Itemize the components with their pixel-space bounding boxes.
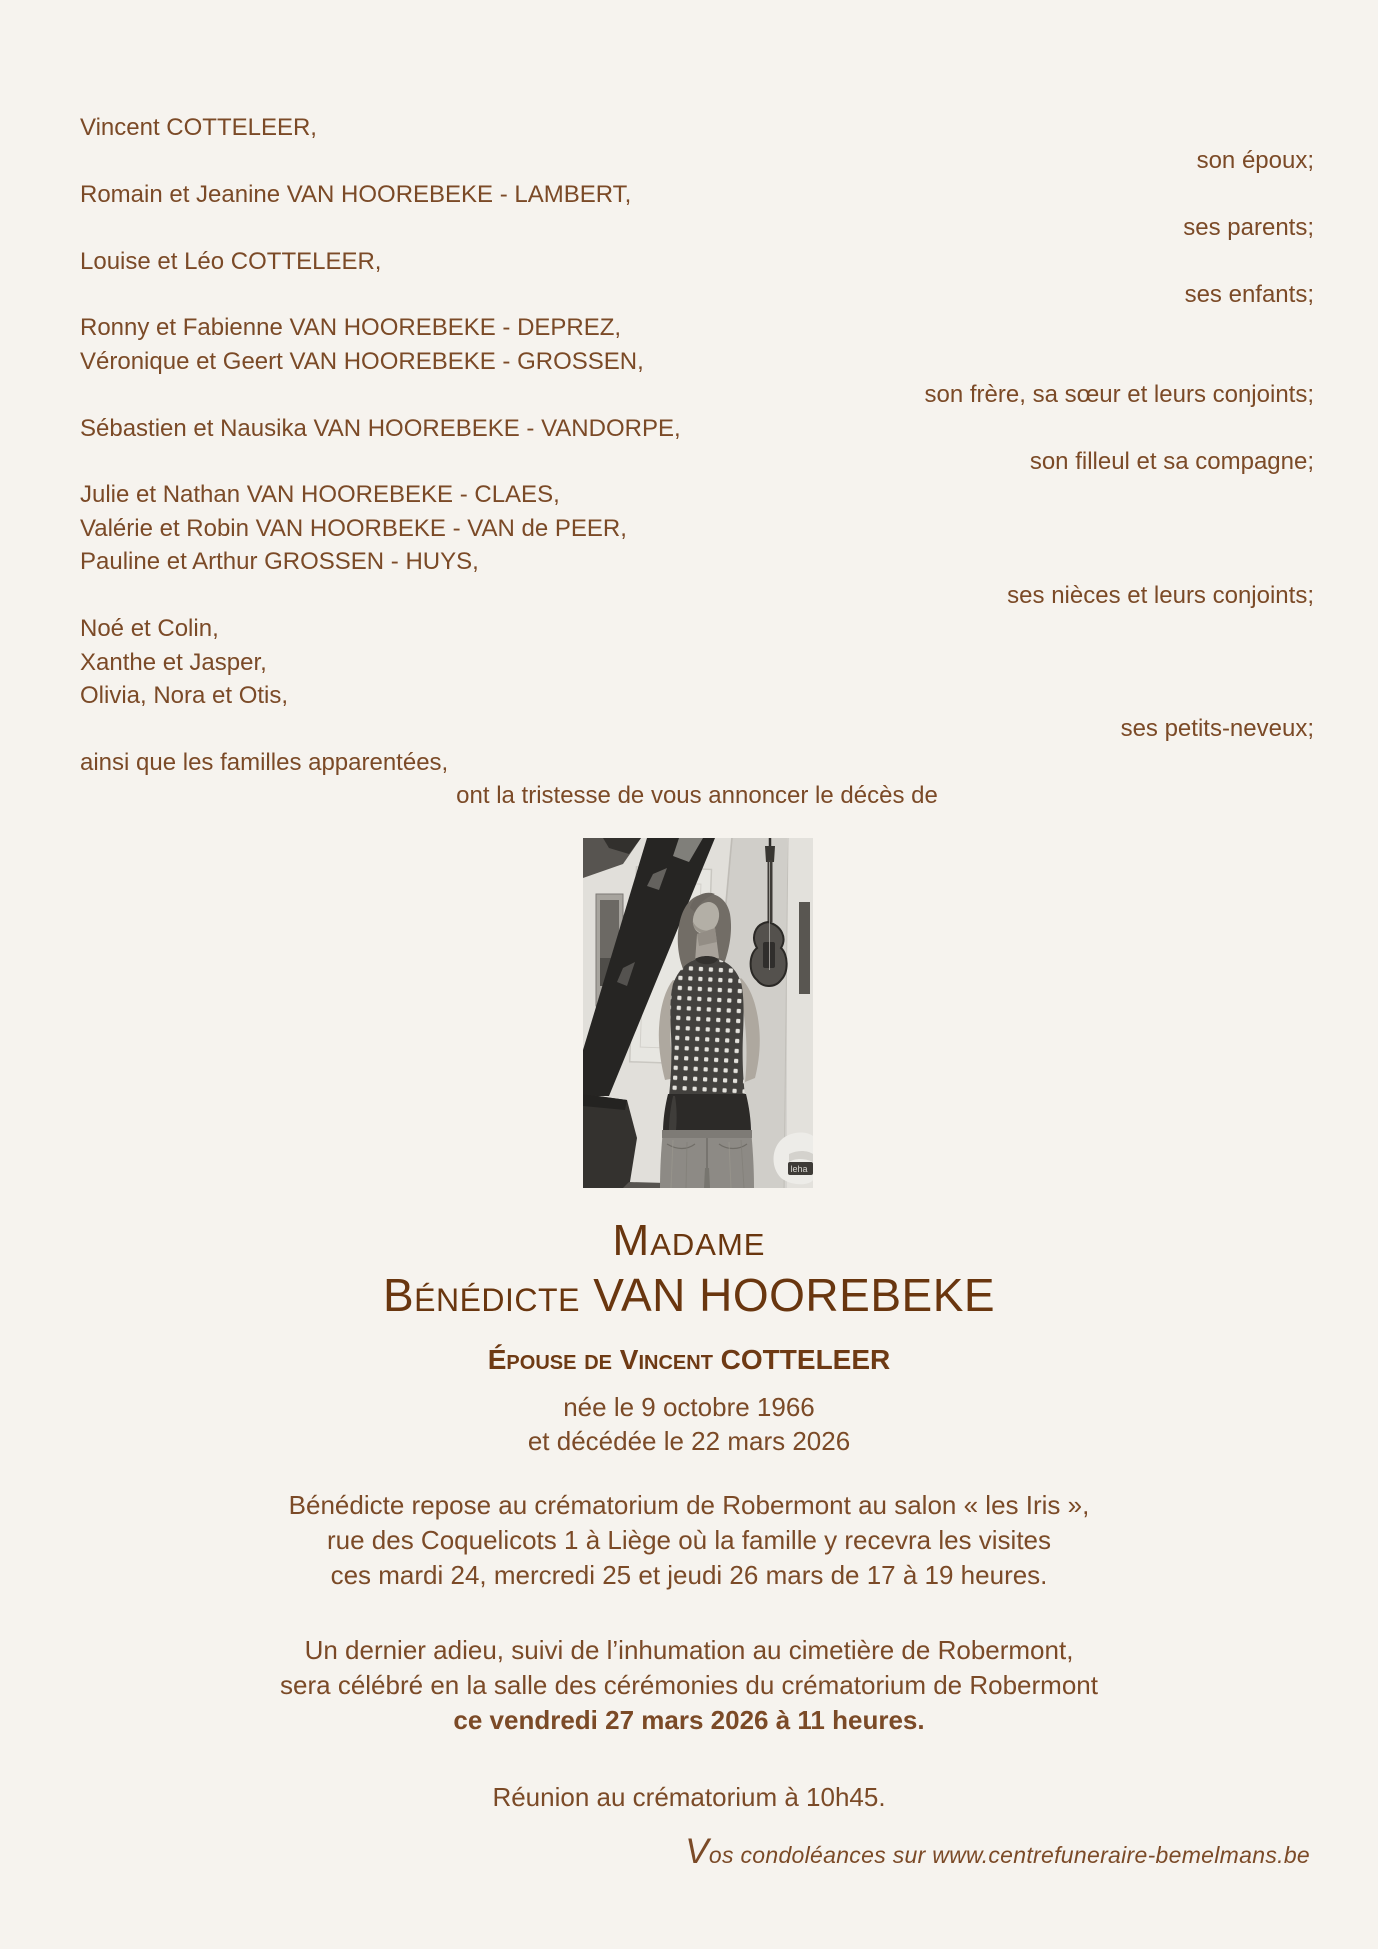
life-dates <box>0 1390 1378 1458</box>
family-line: Louise et Léo COTTELEER, <box>80 247 382 275</box>
family-line: Valérie et Robin VAN HOORBEKE - VAN de PEER, <box>80 514 627 542</box>
relation-label: son filleul et sa compagne; <box>1029 448 1314 476</box>
visitation-line: rue des Coquelicots 1 à Liège où la famille y recevra les visites <box>326 1525 1052 1555</box>
condolences-line: Vos condoléances sur www.centrefuneraire-bemelmans.be <box>685 1832 1310 1871</box>
family-line: Julie et Nathan VAN HOOREBEKE - CLAES, <box>80 481 560 509</box>
family-line: Olivia, Nora et Otis, <box>80 681 289 709</box>
family-line: ainsi que les familles apparentées, <box>80 748 449 776</box>
relation-label: son frère, sa sœur et leurs conjoints; <box>924 381 1314 409</box>
relation-label: ses enfants; <box>1184 281 1314 309</box>
family-line: Ronny et Fabienne VAN HOOREBEKE - DEPREZ, <box>80 314 622 342</box>
visitation-line: Bénédicte repose au crématorium de Robermont au salon « les Iris », <box>288 1490 1090 1520</box>
deceased-name: Bénédicte VAN HOOREBEKE <box>382 1269 996 1321</box>
portrait-photo-illustration <box>583 838 813 1188</box>
announcement-sentence: ont la tristesse de vous annoncer le décès de <box>456 782 938 810</box>
visitation-line: ces mardi 24, mercredi 25 et jeudi 26 mars de 17 à 19 heures. <box>330 1560 1048 1590</box>
photo-watermark: leha <box>790 1164 808 1174</box>
family-line: Xanthe et Jasper, <box>80 648 267 676</box>
relation-label: ses petits-neveux; <box>1120 715 1314 743</box>
ceremony-date-line: ce vendredi 27 mars 2026 à 11 heures. <box>453 1705 925 1735</box>
death-line: et décédée le 22 mars 2026 <box>527 1426 851 1456</box>
family-line: Vincent COTTELEER, <box>80 114 317 141</box>
relation-label: ses nièces et leurs conjoints; <box>1007 581 1314 609</box>
meeting-line: Réunion au crématorium à 10h45. <box>492 1782 886 1812</box>
ceremony-paragraph <box>0 1633 1378 1738</box>
ceremony-line: sera célébré en la salle des cérémonies du crématorium de Robermont <box>280 1670 1098 1700</box>
family-line: Sébastien et Nausika VAN HOOREBEKE - VANDORPE, <box>80 414 681 442</box>
family-line: Noé et Colin, <box>80 615 219 643</box>
portrait-photo <box>583 838 813 1188</box>
family-line: Véronique et Geert VAN HOOREBEKE - GROSSEN, <box>80 347 644 375</box>
relation-label: son époux; <box>1196 147 1314 175</box>
ceremony-line: Un dernier adieu, suivi de l’inhumation au cimetière de Robermont, <box>304 1635 1074 1665</box>
family-announcement-block <box>80 111 1314 813</box>
deceased-title: Madame <box>612 1216 766 1265</box>
relation-label: ses parents; <box>1183 214 1314 242</box>
family-line: Pauline et Arthur GROSSEN - HUYS, <box>80 548 479 576</box>
visitation-paragraph <box>0 1488 1378 1593</box>
family-line: Romain et Jeanine VAN HOOREBEKE - LAMBERT, <box>80 180 632 208</box>
birth-line: née le 9 octobre 1966 <box>563 1392 815 1422</box>
spouse-line: Épouse de Vincent COTTELEER <box>487 1344 891 1375</box>
